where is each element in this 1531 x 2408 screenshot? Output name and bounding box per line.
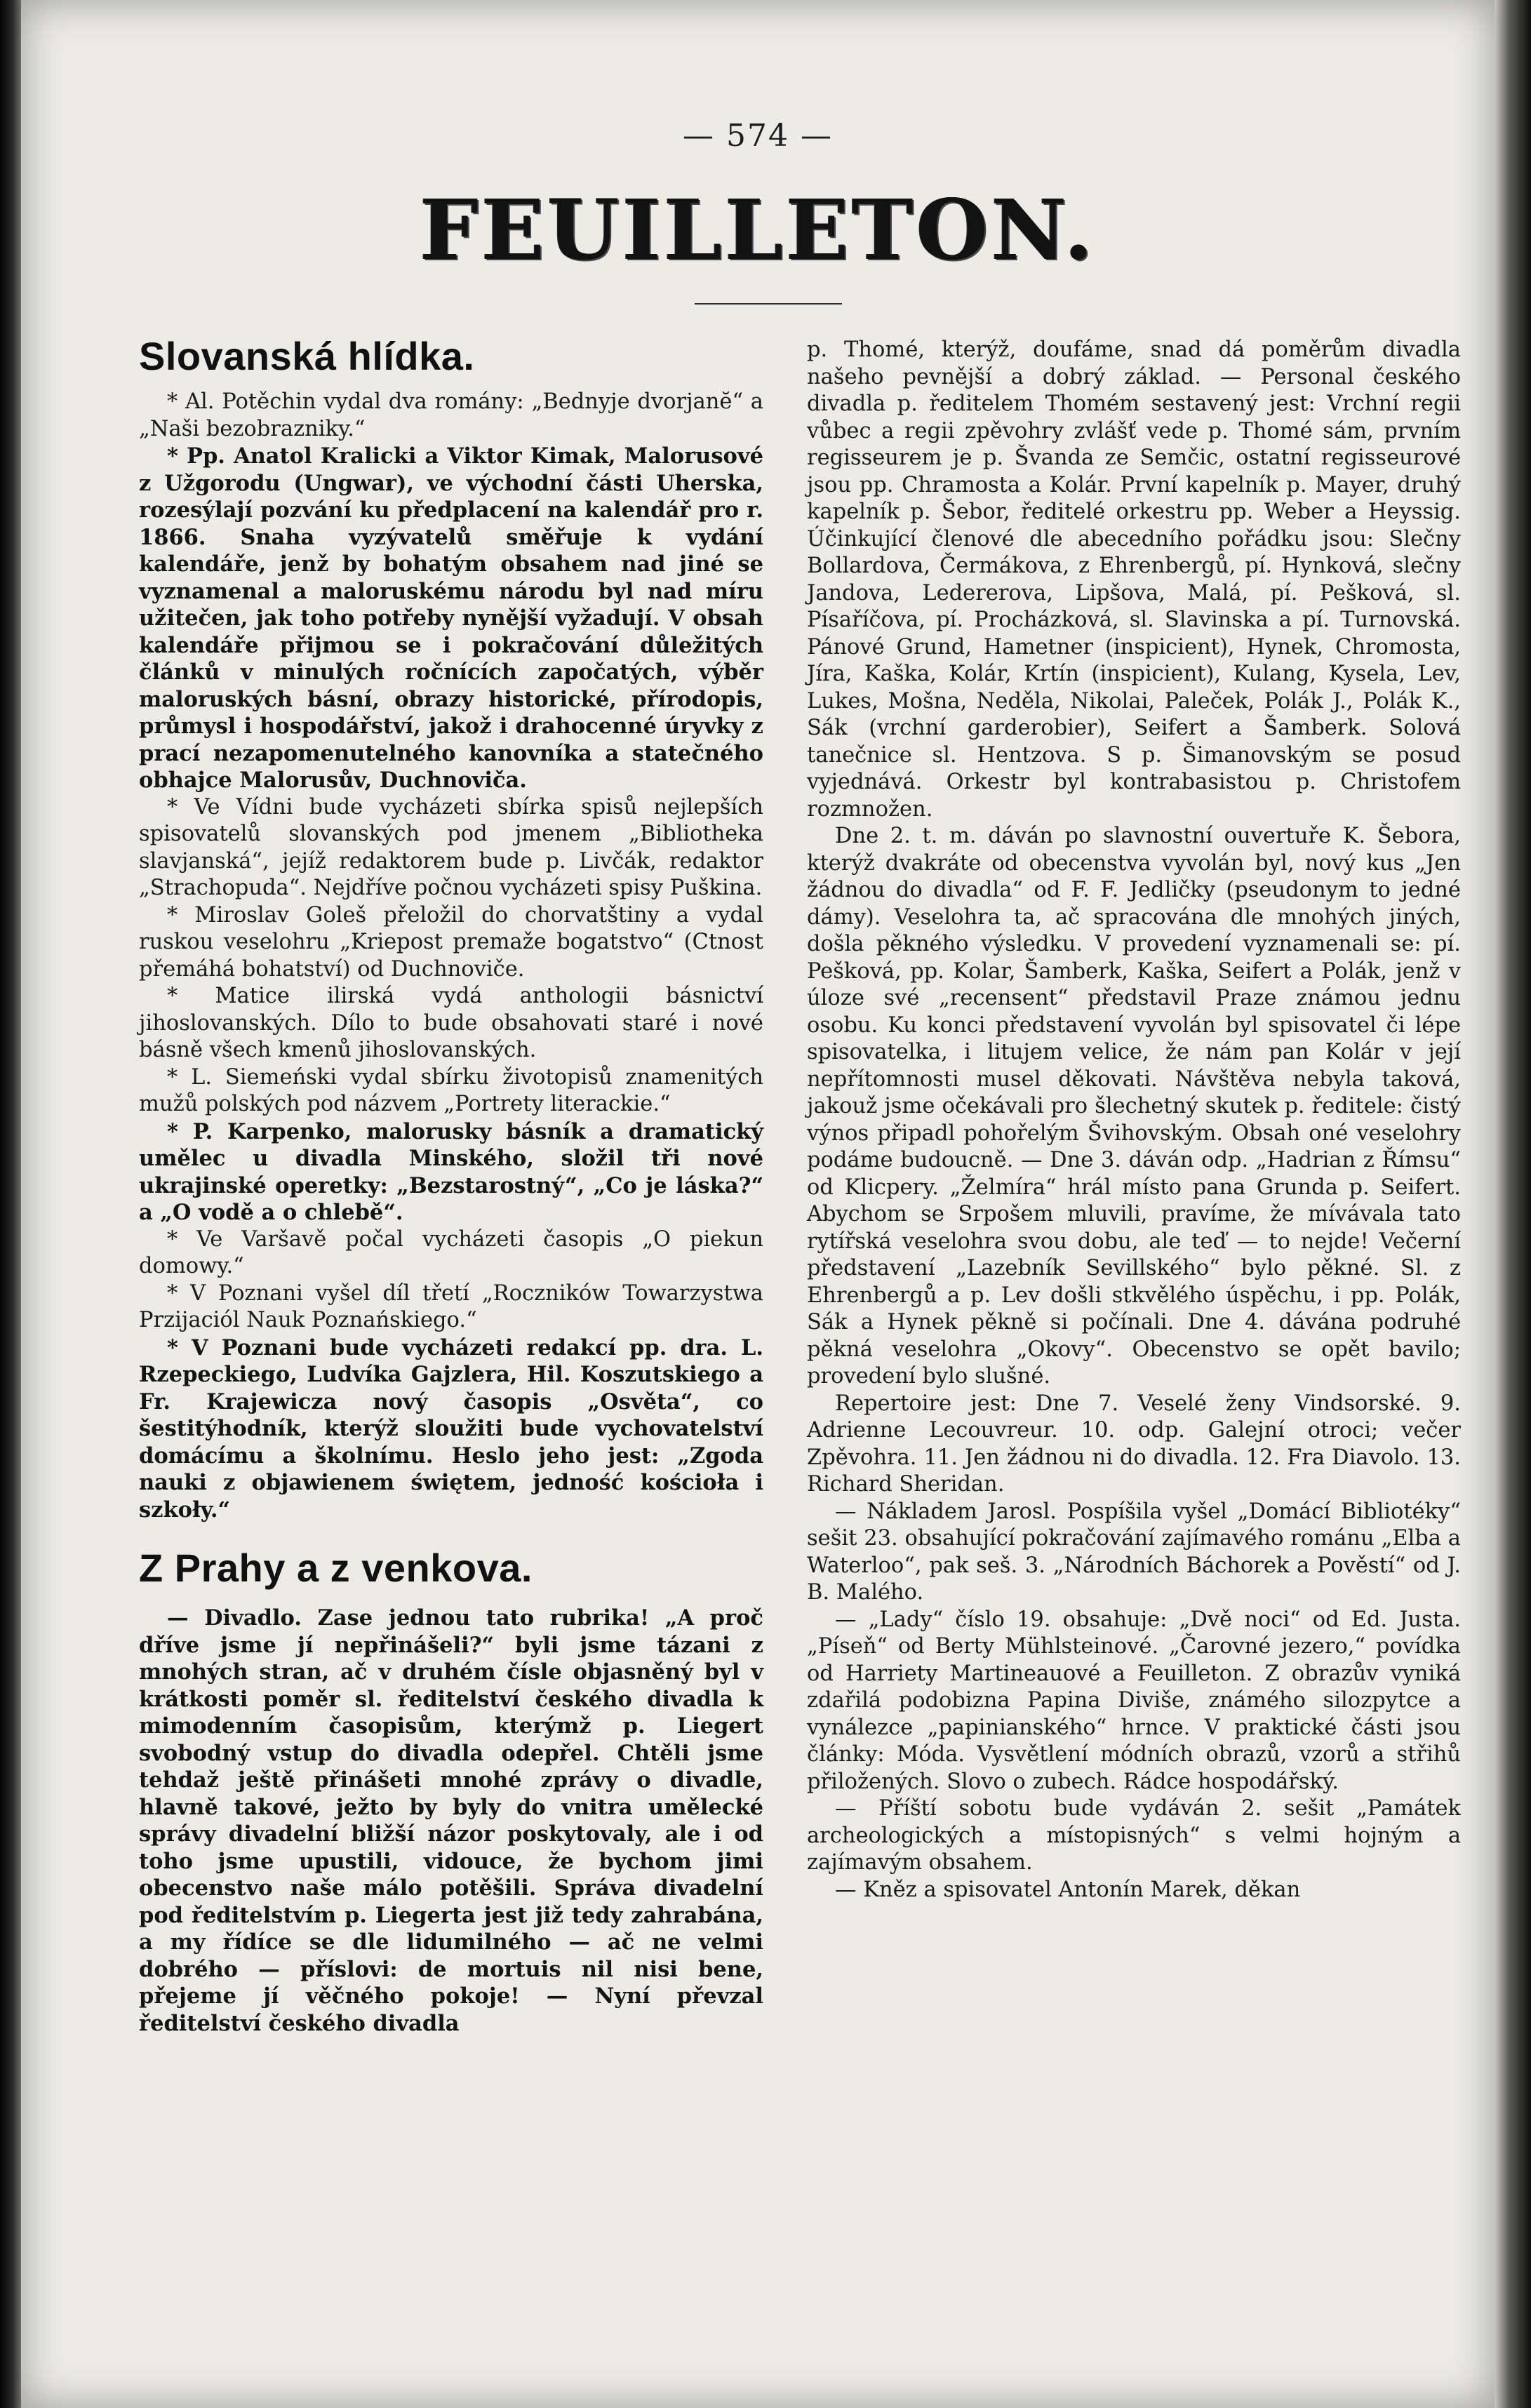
news-item: * V Poznani vyšel díl třetí „Roczników Towarzystwa Przijaciól Nauk Poznańskiego.“ [139,1280,763,1332]
news-item: * Pp. Anatol Kralicki a Viktor Kimak, Malorusové z Užgorodu (Ungwar), ve východní části Uherska, rozesýlají pozvání ku předplacení na kalendář pro r. 1866. Snaha vyzývatelů směřuje k vydání kalendáře, jenž by bohatým obsahem nad jiné se vyznamenal a maloruskému národu byl nad míru užitečen, jak toho potřeby nynější vyžadují. V obsah kalendáře přijmou se i pokračování důležitých článků v minulých ročnících započatých, výběr maloruských básní, obrazy historické, přírodopis, průmysl i hospodářství, jakož i drahocenné úryvky z prací nezapomenutelného kanovníka a statečného obhajce Malorusův, Duchnoviča. [139,443,763,793]
theatre-report: — Divadlo. Zase jednou tato rubrika! „A proč dříve jsme jí nepřinášeli?“ byli jsme tázani z mnohých stran, ač v druhém čísle objasněný byl v krátkosti poměr sl. ředitelství českého divadla k mimodenním časopisům, kterýmž p. Liegert svobodný vstup do divadla odepřel. Chtěli jsme tehdaž ještě přinášeti mnohé zprávy o divadle, hlavně takové, ježto by byly do vnitra umělecké správy divadelní bližší názor poskytovaly, ale i od toho jsme upustili, vidouce, že bychom jimi obecenstvo naše málo potěšili. Správa divadelní pod ředitelstvím p. Liegerta jest již tedy zahrabána, a my řídíce se dle lidumilného — ač ne velmi dobrého — příslovi: de mortuis nil nisi bene, přejeme jí věčného pokoje! — Nyní převzal ředitelství českého divadla [139,1605,763,2036]
publication-notice: — Příští sobotu bude vydáván 2. sešit „Památek archeologických a místopisných“ s velmi hojným a zajímavým obsahem. [807,1796,1461,1875]
scan-edge-left [0,0,21,2408]
newspaper-page [21,0,1495,2408]
repertoire: Repertoire jest: Dne 7. Veselé ženy Vindsorské. 9. Adrienne Lecouvreur. 10. odp. Galejní otroci; večer Zpěvohra. 11. Jen žádnou ni do divadla. 12. Fra Diavolo. 13. Richard Sheridan. [807,1391,1461,1497]
publication-notice: — „Lady“ číslo 19. obsahuje: „Dvě noci“ od Ed. Justa. „Píseň“ od Berty Mühlsteinové. „Čarovné jezero,“ povídka od Harriety Martineauové a Feuilleton. Z obrazův vyniká zdařilá podobizna Papina Diviše, známého silozpytce a vynálezce „papinianského“ hrnce. V praktické části jsou články: Móda. Vysvětlení módních obrazů, vzorů a střihů přiložených. Slovo o zubech. Rádce hospodářský. [807,1607,1461,1794]
feuilleton-masthead: FEUILLETON. [420,181,1096,279]
theatre-report-continued: p. Thomé, kterýž, doufáme, snad dá poměrům divadla našeho pevnější a dobrý základ. — Personal českého divadla p. ředitelem Thomém sestavený jest: Vrchní regii vůbec a regii zpěvohry zvlášť vede p. Thomé sám, prvním regisseurem je p. Švanda ze Semčic, ostatní regisseurové jsou pp. Chramosta a Kolár. První kapelník p. Mayer, druhý kapelník p. Šebor, ředitelé orkestru pp. Weber a Heyssig. Účinkující členové dle abecedního pořádku jsou: Slečny Bollardova, Čermákova, z Ehrenbergů, pí. Hynková, slečny Jandova, Ledererova, Lipšova, Malá, pí. Pešková, sl. Písaříčova, pí. Procházková, sl. Slavinska a pí. Turnovská. Pánové Grund, Hametner (inspicient), Hynek, Chromosta, Jíra, Kaška, Kolár, Krtín (inspicient), Kulang, Kysela, Lev, Lukes, Mošna, Neděla, Nikolai, Paleček, Polák J., Polák K., Sák (vrchní garderobier), Seifert a Šamberk. Solová tanečnice sl. Hentzova. S p. Šimanovským se posud vyjednává. Orkestr byl kontrabasistou p. Christofem rozmnožen. [807,337,1461,822]
news-item: * P. Karpenko, malorusky básník a dramatický umělec u divadla Minského, složil tři nové ukrajinské operetky: „Bezstarostný“, „Co je láska?“ a „O vodě a o chlebě“. [139,1118,763,1225]
section-title-slovanska-hlidka: Slovanská hlídka. [139,334,475,378]
masthead-rule [695,303,842,305]
news-item: * Ve Vídni bude vycházeti sbírka spisů nejlepších spisovatelů slovanských pod jmenem „Bibliotheka slavjanská“, jejíž redaktorem bude p. Livčák, redaktor „Strachopuda“. Nejdříve počnou vycházeti spisy Puškina. [139,794,763,900]
news-item: * Matice ilirská vydá anthologii básnictví jihoslovanských. Dílo to bude obsahovati staré i nové básně všech kmenů jihoslovanských. [139,984,763,1062]
scan-edge-right [1495,0,1531,2408]
news-item: * Ve Varšavě počal vycházeti časopis „O piekun domowy.“ [139,1226,763,1278]
publication-notice: — Nákladem Jarosl. Pospíšila vyšel „Domácí Bibliotéky“ sešit 23. obsahující pokračování zajímavého románu „Elba a Waterloo“, pak seš. 3. „Národních Báchorek a Pověstí“ od J. B. Malého. [807,1499,1461,1605]
news-item: * Al. Potěchin vydal dva romány: „Bednyje dvorjanĕ“ a „Naši bezobrazniky.“ [139,389,763,441]
theatre-review: Dne 2. t. m. dáván po slavnostní ouvertuře K. Šebora, kterýž dvakráte od obecenstva vyvolán byl, nový kus „Jen žádnou do divadla“ od F. F. Jedličky (pseudonym to jedné dámy). Veselohra ta, ač spracována dle mnohých jiných, došla pěkného výsledku. V provedení vyznamenali se: pí. Pešková, pp. Kolar, Šamberk, Kaška, Seifert a Polák, jenž v úloze své „recensent“ představil Praze známou jednu osobu. Ku konci představení vyvolán byl spisovatel či lépe spisovatelka, i litujem velice, že nám pan Kolár v její nepřítomnosti musel děkovati. Návštěva nebyla taková, jakouž jsme očekávali pro šlechetný skutek p. ředitele: čistý výnos připadl pohořelým Švihovským. Obsah oné veselohry podáme budoucně. — Dne 3. dáván odp. „Hadrian z Římsu“ od Klicpery. „Želmíra“ hrál místo pana Grunda p. Seifert. Abychom se Srpošem mluvili, pravíme, že mívávala tato rytířská veselohra svou dobu, ale teď — to nejde! Večerní představení „Lazebník Sevillského“ bylo pěkné. Sl. z Ehrenbergů a p. Lev došli stkvělého úspěchu, i pp. Polák, Sák a Hynek pěkně si počínali. Dne 4. dávána podruhé pěkná veselohra „Okovy“. Obecenstvo se opět bavilo; provedení bylo slušné. [807,824,1461,1389]
right-column [807,337,1461,1904]
left-column [139,328,763,2037]
publication-notice: — Kněz a spisovatel Antonín Marek, děkan [835,1877,1301,1902]
news-item: * Miroslav Goleš přeložil do chorvatštiny a vydal ruskou veselohru „Kriepost premaže bogatstvo“ (Ctnost přemáhá bohatství) od Duchnoviče. [139,902,763,982]
news-item: * L. Siemeński vydal sbírku životopisů znamenitých mužů polských pod názvem „Portrety literackie.“ [139,1064,763,1116]
page-number: — 574 — [683,118,833,154]
section-title-z-prahy: Z Prahy a z venkova. [139,1546,533,1590]
news-item: * V Poznani bude vycházeti redakcí pp. dra. L. Rzepeckiego, Ludvíka Gajzlera, Hil. Koszutskiego a Fr. Krajewicza nový časopis „Osvěta“, co šestitýhodník, kterýž sloužiti bude vychovatelství domácímu a školnímu. Heslo jeho jest: „Zgoda nauki z objawienem świętem, jedność kościoła i szkoły.“ [139,1335,763,1523]
